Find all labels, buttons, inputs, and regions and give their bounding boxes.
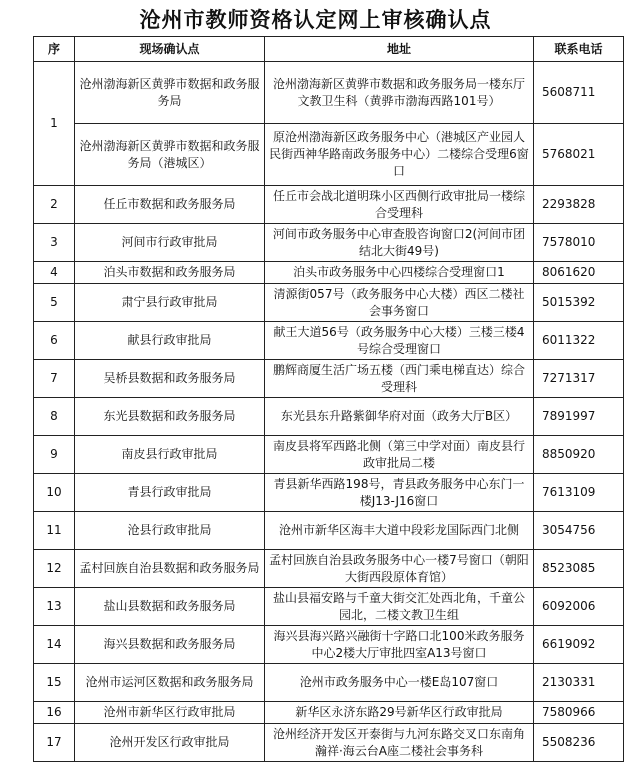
row-number: 15 — [34, 664, 75, 702]
row-number: 5 — [34, 284, 75, 322]
table-row — [34, 62, 624, 124]
site-address: 东光县东升路紫御华府对面（政务大厅B区） — [265, 398, 534, 436]
row-number: 10 — [34, 474, 75, 512]
site-address: 海兴县海兴路兴融街十字路口北100米政务服务中心2楼大厅审批四室A13号窗口 — [265, 626, 534, 664]
table-row — [34, 262, 624, 284]
header-site: 现场确认点 — [75, 37, 265, 62]
site-address: 青县新华西路198号，青县政务服务中心东门一楼J13-J16窗口 — [265, 474, 534, 512]
table-header-row — [34, 37, 624, 62]
site-phone: 7578010 — [534, 224, 624, 262]
site-address: 泊头市政务服务中心四楼综合受理窗口1 — [265, 262, 534, 284]
row-number: 2 — [34, 186, 75, 224]
site-phone: 6011322 — [534, 322, 624, 360]
row-number: 12 — [34, 550, 75, 588]
site-name: 青县行政审批局 — [75, 474, 265, 512]
site-address: 鹏辉商厦生活广场五楼（西门乘电梯直达）综合受理科 — [265, 360, 534, 398]
site-phone: 7613109 — [534, 474, 624, 512]
site-phone: 8061620 — [534, 262, 624, 284]
table-row — [34, 436, 624, 474]
header-address: 地址 — [265, 37, 534, 62]
row-number: 13 — [34, 588, 75, 626]
site-name: 沧州渤海新区黄骅市数据和政务服务局（港城区） — [75, 124, 265, 186]
site-phone: 5015392 — [534, 284, 624, 322]
row-number: 11 — [34, 512, 75, 550]
site-name: 沧州渤海新区黄骅市数据和政务服务局 — [75, 62, 265, 124]
site-name: 献县行政审批局 — [75, 322, 265, 360]
table-row — [34, 724, 624, 762]
site-name: 盐山县数据和政务服务局 — [75, 588, 265, 626]
site-phone: 5508236 — [534, 724, 624, 762]
row-number: 6 — [34, 322, 75, 360]
row-number: 17 — [34, 724, 75, 762]
site-address: 沧州渤海新区黄骅市数据和政务服务局一楼东厅文教卫生科（黄骅市渤海西路101号） — [265, 62, 534, 124]
site-address: 献王大道56号（政务服务中心大楼）三楼三楼4号综合受理窗口 — [265, 322, 534, 360]
site-address: 清源街057号（政务服务中心大楼）西区二楼社会事务窗口 — [265, 284, 534, 322]
row-number: 4 — [34, 262, 75, 284]
table-row — [34, 284, 624, 322]
site-phone: 8523085 — [534, 550, 624, 588]
table-row — [34, 512, 624, 550]
row-number: 16 — [34, 702, 75, 724]
header-phone: 联系电话 — [534, 37, 624, 62]
row-number: 1 — [34, 62, 75, 186]
header-no: 序 — [34, 37, 75, 62]
site-name: 吴桥县数据和政务服务局 — [75, 360, 265, 398]
site-address: 南皮县将军西路北侧（第三中学对面）南皮县行政审批局二楼 — [265, 436, 534, 474]
site-phone: 7271317 — [534, 360, 624, 398]
site-phone: 2130331 — [534, 664, 624, 702]
row-number: 8 — [34, 398, 75, 436]
site-name: 河间市行政审批局 — [75, 224, 265, 262]
table-row — [34, 224, 624, 262]
site-phone: 8850920 — [534, 436, 624, 474]
table-row — [34, 322, 624, 360]
confirmation-points-table — [33, 36, 624, 762]
site-phone: 7891997 — [534, 398, 624, 436]
site-name: 东光县数据和政务服务局 — [75, 398, 265, 436]
site-name: 沧州开发区行政审批局 — [75, 724, 265, 762]
site-name: 沧州市新华区行政审批局 — [75, 702, 265, 724]
site-phone: 5768021 — [534, 124, 624, 186]
table-row — [34, 550, 624, 588]
site-name: 任丘市数据和政务服务局 — [75, 186, 265, 224]
site-address: 孟村回族自治县政务服务中心一楼7号窗口（朝阳大街西段原体育馆） — [265, 550, 534, 588]
site-address: 盐山县福安路与千童大街交汇处西北角，千童公园北，二楼文教卫生组 — [265, 588, 534, 626]
site-phone: 5608711 — [534, 62, 624, 124]
site-address: 沧州市新华区海丰大道中段彩龙国际西门北侧 — [265, 512, 534, 550]
table-row — [34, 360, 624, 398]
site-name: 南皮县行政审批局 — [75, 436, 265, 474]
site-address: 原沧州渤海新区政务服务中心（港城区产业园人民街西神华路南政务服务中心）二楼综合受理6窗口 — [265, 124, 534, 186]
site-address: 任丘市会战北道明珠小区西侧行政审批局一楼综合受理科 — [265, 186, 534, 224]
site-address: 河间市政务服务中心审查股咨询窗口2(河间市团结北大街49号) — [265, 224, 534, 262]
site-name: 肃宁县行政审批局 — [75, 284, 265, 322]
site-name: 沧州市运河区数据和政务服务局 — [75, 664, 265, 702]
table-row — [34, 588, 624, 626]
table-row — [34, 474, 624, 512]
site-name: 沧县行政审批局 — [75, 512, 265, 550]
site-address: 沧州市政务服务中心一楼E岛107窗口 — [265, 664, 534, 702]
row-number: 7 — [34, 360, 75, 398]
page-title: 沧州市教师资格认定网上审核确认点 — [139, 7, 492, 32]
site-name: 孟村回族自治县数据和政务服务局 — [75, 550, 265, 588]
table-row — [34, 124, 624, 186]
site-phone: 6092006 — [534, 588, 624, 626]
table-row — [34, 398, 624, 436]
row-number: 14 — [34, 626, 75, 664]
site-phone: 2293828 — [534, 186, 624, 224]
site-phone: 6619092 — [534, 626, 624, 664]
site-name: 泊头市数据和政务服务局 — [75, 262, 265, 284]
site-phone: 7580966 — [534, 702, 624, 724]
table-row — [34, 186, 624, 224]
table-row — [34, 626, 624, 664]
site-address: 新华区永济东路29号新华区行政审批局 — [265, 702, 534, 724]
table-row — [34, 702, 624, 724]
site-name: 海兴县数据和政务服务局 — [75, 626, 265, 664]
row-number: 3 — [34, 224, 75, 262]
table-row — [34, 664, 624, 702]
site-phone: 3054756 — [534, 512, 624, 550]
row-number: 9 — [34, 436, 75, 474]
site-address: 沧州经济开发区开泰街与九河东路交叉口东南角瀚祥·海云台A座二楼社会事务科 — [265, 724, 534, 762]
